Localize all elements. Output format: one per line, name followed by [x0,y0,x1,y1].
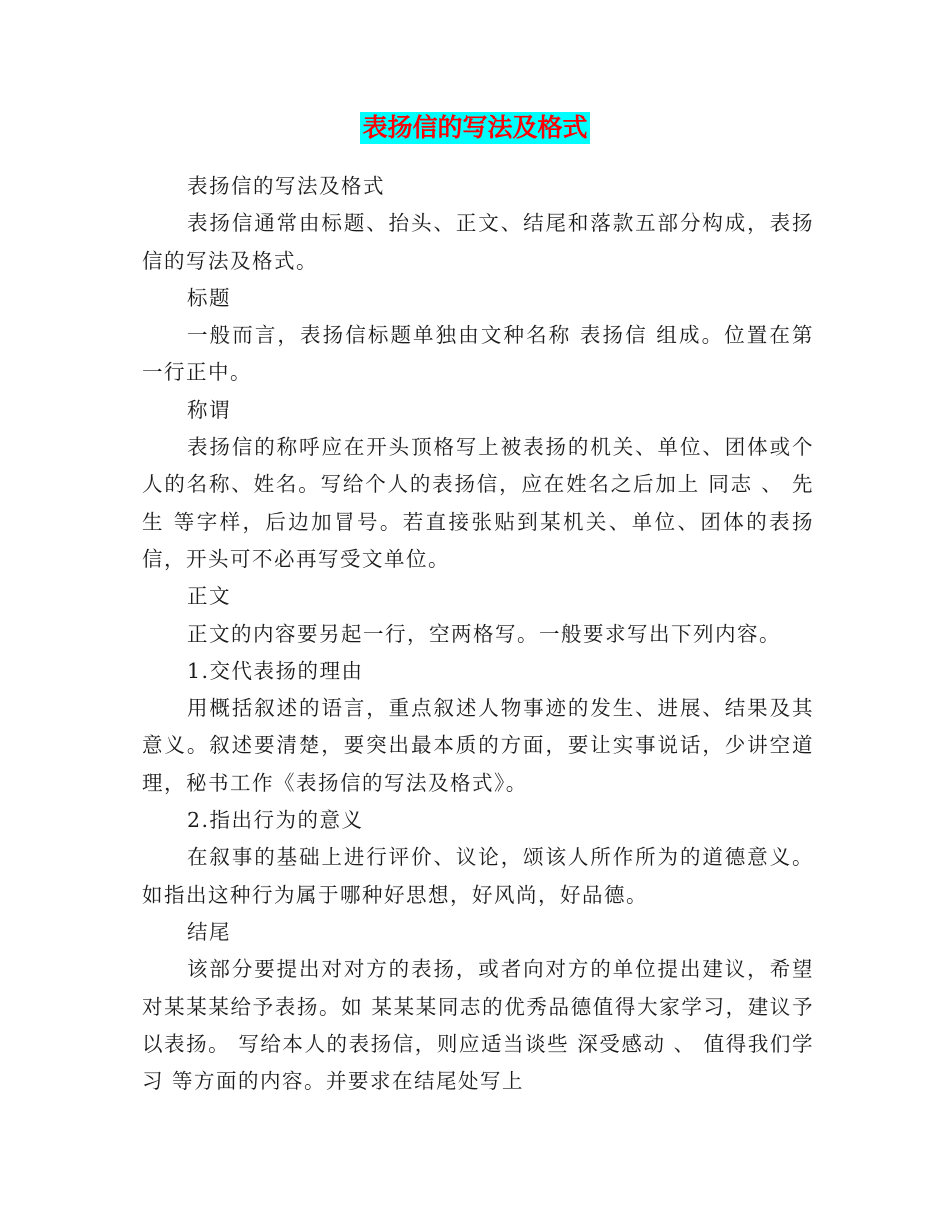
document-title: 表扬信的写法及格式 [362,113,588,142]
section-heading-ending: 结尾 [187,919,231,944]
list-item-significance: 2.指出行为的意义 [187,808,364,833]
paragraph-intro: 表扬信通常由标题、抬头、正文、结尾和落款五部分构成，表扬信的写法及格式。 [142,211,814,273]
paragraph-ending-desc: 该部分要提出对对方的表扬，或者向对方的单位提出建议，希望对某某某给予表扬。如 某某某同志的优秀品德值得大家学习，建议予以表扬。 写给本人的表扬信，则应适当谈些 深受感动 、 值得我们学习 等方面的内容。并要求在结尾处写上 [142,957,814,1094]
list-item-reason: 1.交代表扬的理由 [187,658,364,683]
section-heading-body: 正文 [187,584,231,609]
paragraph-reason-desc: 用概括叙述的语言，重点叙述人物事迹的发生、进展、结果及其意义。叙述要清楚，要突出最本质的方面，要让实事说话，少讲空道理，秘书工作《表扬信的写法及格式》。 [142,696,814,795]
document-body [142,168,814,1100]
section-heading-title: 标题 [187,285,231,310]
paragraph-body-desc: 正文的内容要另起一行，空两格写。一般要求写出下列内容。 [187,621,781,646]
paragraph-significance-desc: 在叙事的基础上进行评价、议论，颂该人所作所为的道德意义。如指出这种行为属于哪种好思想，好风尚，好品德。 [142,845,814,907]
title-container [0,112,950,144]
paragraph-title-desc: 一般而言，表扬信标题单独由文种名称 表扬信 组成。位置在第一行正中。 [142,323,814,385]
paragraph-subtitle: 表扬信的写法及格式 [187,174,385,198]
section-heading-salutation: 称谓 [187,397,231,422]
paragraph-salutation-desc: 表扬信的称呼应在开头顶格写上被表扬的机关、单位、团体或个人的名称、姓名。写给个人的表扬信，应在姓名之后加上 同志 、 先生 等字样，后边加冒号。若直接张贴到某机关、单位、团体的表扬信，开头可不必再写受文单位。 [142,435,814,571]
